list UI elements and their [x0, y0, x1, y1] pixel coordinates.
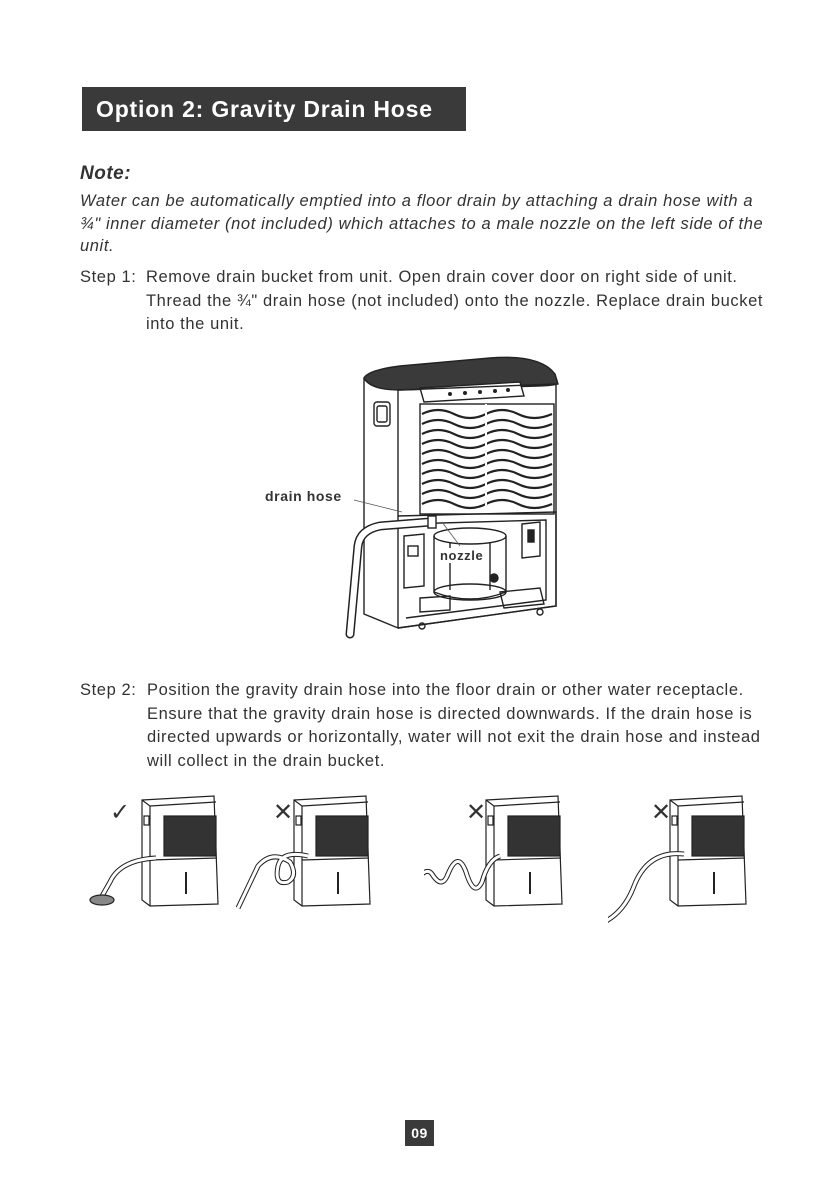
step-1: [80, 266, 770, 337]
incorrect-mark-3: ✕: [651, 799, 672, 826]
position-looped-illustration: [232, 790, 422, 940]
position-horizontal-illustration: [608, 790, 798, 940]
step-2-label: Step 2:: [80, 681, 137, 699]
drain-hose-label: drain hose: [265, 488, 342, 504]
incorrect-mark-2: ✕: [466, 799, 487, 826]
step-1-label: Step 1:: [80, 268, 137, 286]
step-2-text: Position the gravity drain hose into the floor drain or other water receptacle. Ensure that the gravity drain hose is directed downwards. If the drain hose is directed upwards or horizontally, water will not exit the drain hose and instead will collect in the drain bucket.: [147, 681, 761, 770]
note-heading: Note:: [80, 163, 132, 184]
drain-hose-leader-line: [352, 496, 412, 526]
correct-mark: ✓: [110, 799, 131, 826]
position-wavy-illustration: [424, 790, 614, 940]
nozzle-leader-line: [440, 520, 470, 550]
step-1-text: Remove drain bucket from unit. Open drain cover door on right side of unit. Thread the ¾" drain hose (not included) onto the nozzle. Replace drain bucket into the unit.: [146, 268, 764, 333]
step-2: [80, 679, 770, 773]
incorrect-mark-1: ✕: [273, 799, 294, 826]
page-number: 09: [405, 1120, 434, 1146]
nozzle-label: nozzle: [440, 548, 484, 563]
note-body: Water can be automatically emptied into a floor drain by attaching a drain hose with a ¾" inner diameter (not included) which attaches to a male nozzle on the left side of the unit.: [80, 192, 764, 255]
section-title: Option 2: Gravity Drain Hose: [82, 87, 466, 131]
